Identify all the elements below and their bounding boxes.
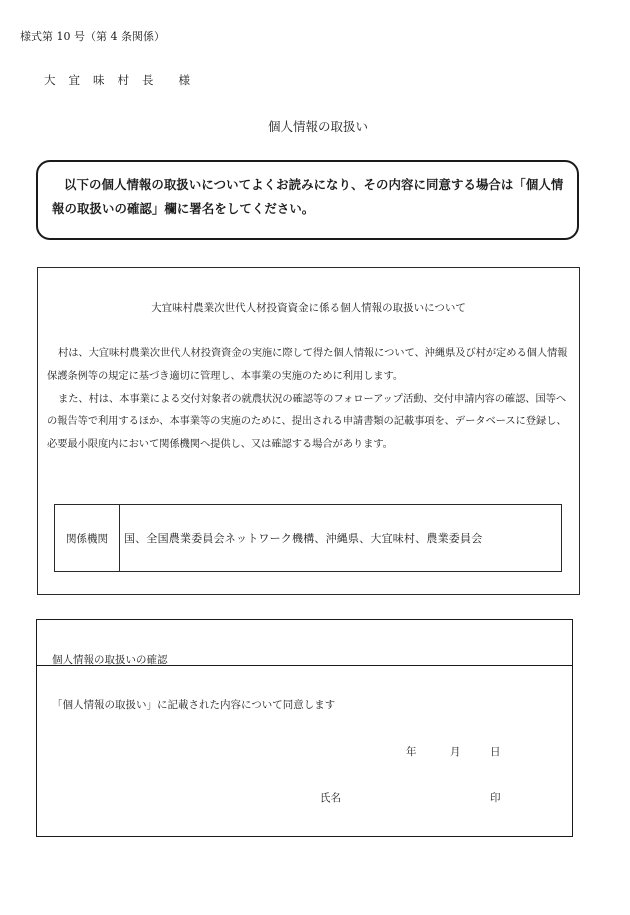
agency-value: 国、全国農業委員会ネットワーク機構、沖縄県、大宜味村、農業委員会 xyxy=(124,532,483,545)
date-month-field[interactable]: 月 xyxy=(450,746,461,758)
consent-statement: 「個人情報の取扱い」に記載された内容について同意します xyxy=(52,699,336,711)
addressee-char: 宜 xyxy=(68,73,80,87)
addressee-char: 味 xyxy=(93,73,105,87)
info-paragraph: また、村は、本事業による交付対象者の就農状況の確認等のフォローアップ活動、交付申請内容の確認、国等への報告等で利用するほか、本事業等の実施のために、提出される申請書類の記載事項を、データベースに登録し、必要最小限度内において関係機関へ提供し、又は確認する場合があります。 xyxy=(47,392,567,451)
addressee-honorific: 様 xyxy=(178,73,190,87)
date-year-field[interactable]: 年 xyxy=(406,746,417,758)
agency-label: 関係機関 xyxy=(55,505,120,571)
confirmation-divider xyxy=(37,665,572,666)
page-title: 個人情報の取扱い xyxy=(267,119,368,134)
info-body xyxy=(47,342,571,456)
notice-box: 以下の個人情報の取扱いについてよくお読みになり、その内容に同意する場合は「個人情報の取扱いの確認」欄に署名をしてください。 xyxy=(36,160,579,240)
info-heading: 大宜味村農業次世代人材投資資金に係る個人情報の取扱いについて xyxy=(151,302,466,314)
confirmation-box xyxy=(36,619,573,837)
confirmation-title: 個人情報の取扱いの確認 xyxy=(52,654,168,666)
addressee-char: 長 xyxy=(142,73,154,87)
info-paragraph: 村は、大宜味村農業次世代人材投資資金の実施に際して得た個人情報について、沖縄県及び村が定める個人情報保護条例等の規定に基づき適切に管理し、本事業の実施のために利用します。 xyxy=(47,347,568,382)
addressee xyxy=(44,72,190,88)
agency-table xyxy=(54,504,562,572)
form-number: 様式第 10 号（第 4 条関係） xyxy=(20,30,165,43)
addressee-char: 村 xyxy=(117,73,129,87)
date-day-field[interactable]: 日 xyxy=(490,746,501,758)
seal-field[interactable]: 印 xyxy=(490,792,501,804)
name-signature-field[interactable]: 氏名 xyxy=(320,792,341,804)
addressee-char: 大 xyxy=(44,73,56,87)
info-box xyxy=(37,267,580,595)
